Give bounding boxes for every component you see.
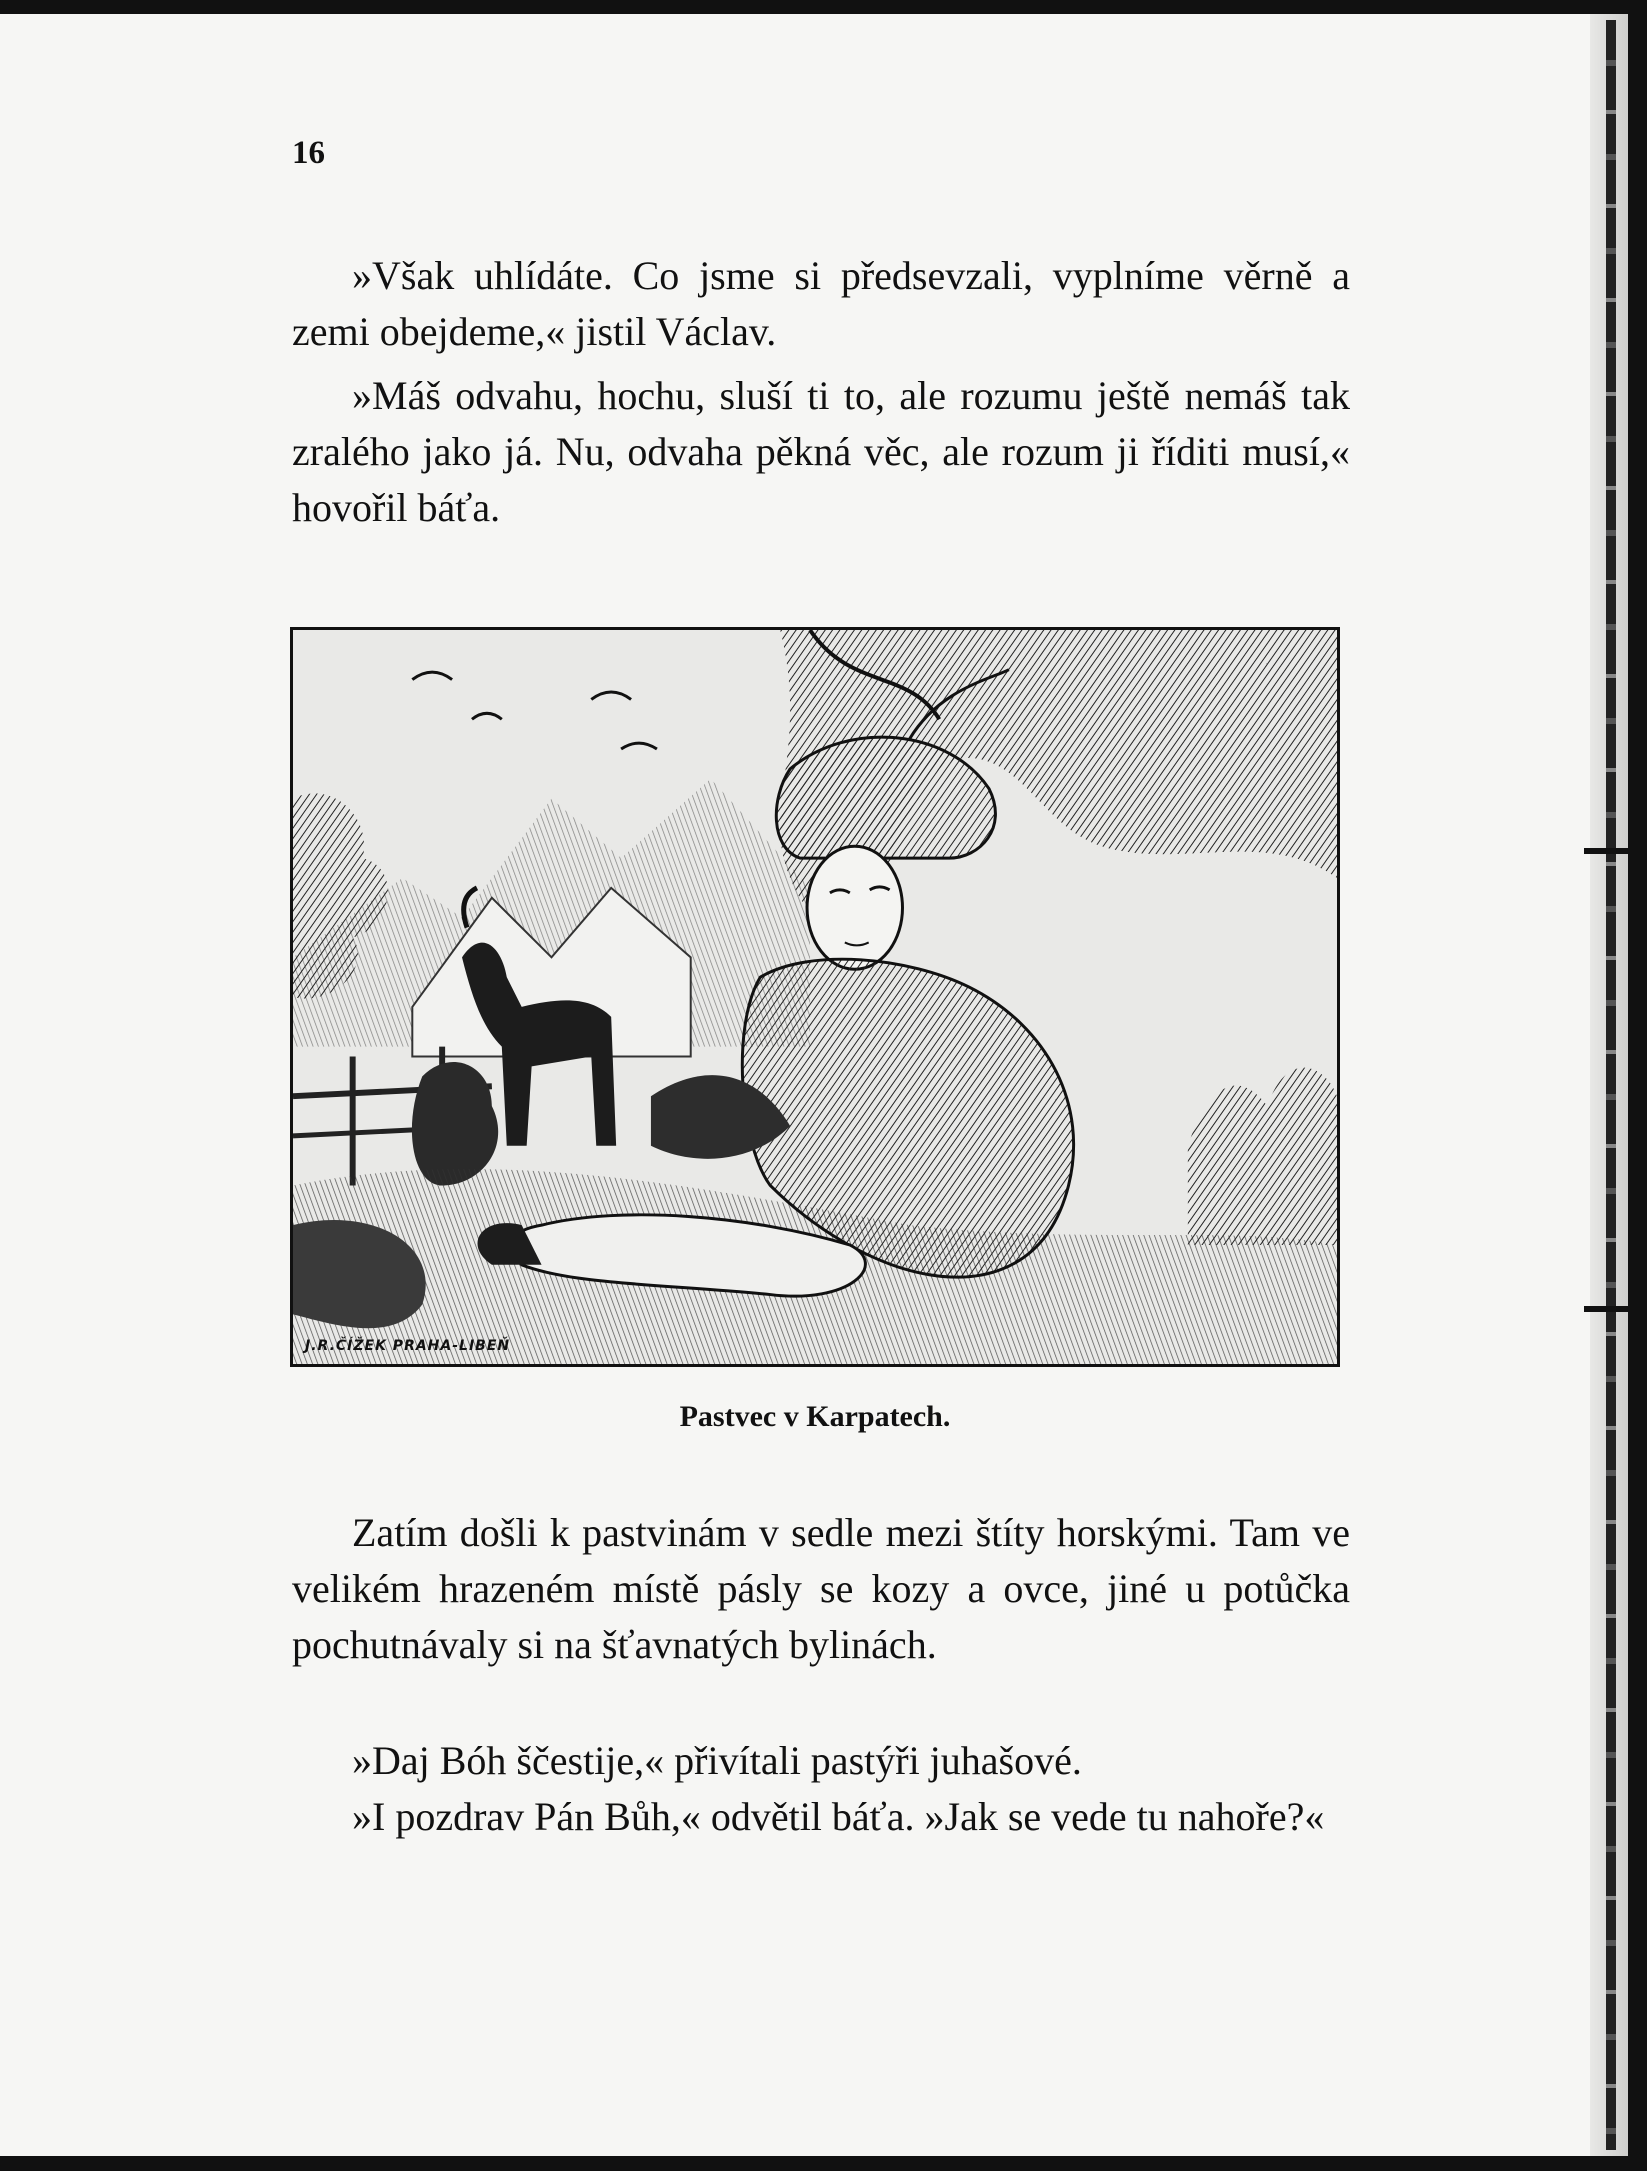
engraver-signature: J.R.ČÍŽEK PRAHA-LIBEŇ <box>305 1338 511 1354</box>
illustration-caption: Pastvec v Karpatech. <box>679 1400 951 1433</box>
binding-mark <box>1584 1306 1640 1312</box>
paragraph-text: »Máš odvahu, hochu, sluší ti to, ale rozumu ještě nemáš tak zralého jako já. Nu, odvaha pěkná věc, ale rozum ji říditi musí,« hovořil báťa. <box>292 373 1350 530</box>
paragraph <box>292 1733 1350 1789</box>
book-spine <box>1606 20 1616 2150</box>
page-number: 16 <box>292 135 325 171</box>
paragraph-text: »I pozdrav Pán Bůh,« odvětil báťa. »Jak se vede tu nahoře?« <box>352 1794 1325 1839</box>
paragraph <box>292 248 1350 360</box>
paragraph <box>292 1789 1350 1845</box>
paragraph-text: »Však uhlídáte. Co jsme si předsevzali, vyplníme věrně a zemi obejdeme,« jistil Václav. <box>292 253 1350 354</box>
engraving-drawing <box>293 630 1337 1364</box>
binding-mark <box>1584 848 1640 854</box>
paragraph-text: »Daj Bóh ščestije,« přivítali pastýři juhašové. <box>352 1738 1082 1783</box>
paragraph <box>292 368 1350 536</box>
paragraph-text: Zatím došli k pastvinám v sedle mezi štíty horskými. Tam ve velikém hrazeném místě pásly se kozy a ovce, jiné u potůčka pochutnávaly si na šťavnatých bylinách. <box>292 1510 1350 1667</box>
engraving-illustration <box>290 627 1340 1367</box>
paragraph <box>292 1505 1350 1673</box>
